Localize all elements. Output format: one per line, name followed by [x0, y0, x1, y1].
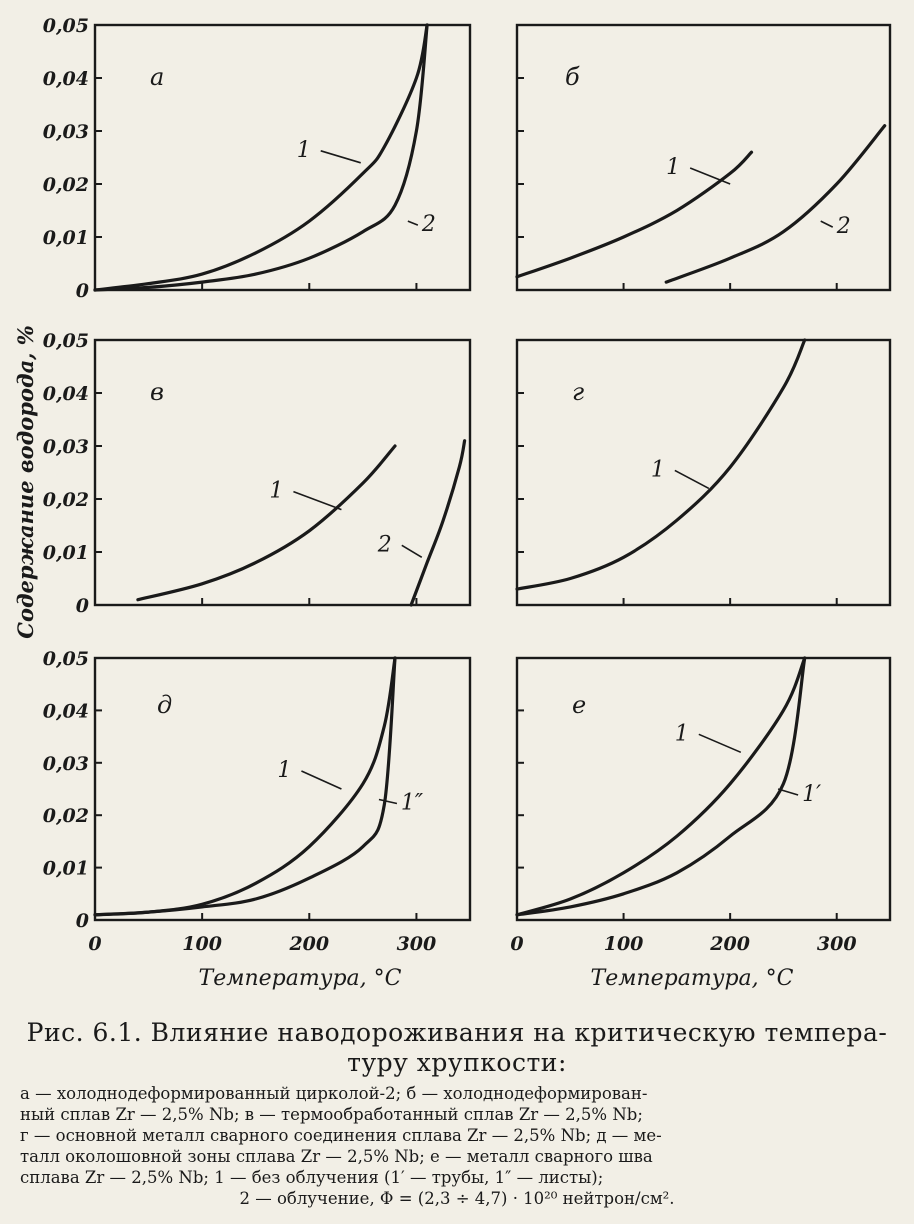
x-tick-label: 100	[603, 933, 644, 955]
series-line	[95, 658, 395, 915]
panel-letter: а	[150, 63, 165, 91]
series-leader-line	[293, 492, 341, 510]
caption-body-line: г — основной металл сварного соединения сплава Zr — 2,5% Nb; д — ме-	[20, 1126, 662, 1145]
series-label: 1	[296, 137, 311, 163]
series-label: 2	[377, 532, 392, 558]
caption-body-line: а — холоднодеформированный цирколой-2; б — холоднодеформирован-	[20, 1084, 648, 1103]
series-label: 1	[666, 155, 681, 180]
series-label: 1	[269, 478, 284, 504]
series-leader-line	[301, 771, 341, 789]
series-line	[666, 126, 885, 282]
series-label: 1″	[400, 790, 424, 816]
caption-title-line-2: туру хрупкости:	[347, 1048, 567, 1077]
panel-letter: д	[157, 691, 173, 719]
x-tick-label: 200	[710, 933, 750, 955]
panel-letter: е	[572, 691, 587, 719]
series-label: 1	[277, 758, 292, 783]
x-tick-label: 0	[510, 933, 524, 955]
figure-caption-title	[20, 1018, 894, 1078]
caption-body-line: сплава Zr — 2,5% Nb; 1 — без облучения (1′ — трубы, 1″ — листы);	[20, 1168, 604, 1187]
chart-panel	[517, 25, 890, 290]
caption-title-line-1: Рис. 6.1. Влияние наводороживания на критическую темпера-	[26, 1018, 888, 1047]
chart-panel	[43, 330, 470, 617]
series-leader-line	[321, 151, 361, 163]
series-label: 2	[836, 214, 851, 240]
series-label: 1′	[802, 782, 822, 807]
y-tick-label: 0,02	[42, 489, 89, 511]
series-leader-line	[675, 470, 709, 488]
series-line	[517, 152, 752, 277]
series-leader-line	[699, 734, 741, 752]
x-tick-label: 0	[88, 933, 102, 955]
y-tick-label: 0,05	[42, 648, 89, 670]
y-tick-label: 0	[75, 280, 89, 302]
panel-letter: г	[572, 378, 585, 406]
y-tick-label: 0	[75, 595, 89, 617]
panel-letter: в	[150, 378, 164, 406]
panel-letter: б	[565, 63, 580, 91]
x-tick-label: 300	[396, 933, 437, 955]
y-axis-title: Содержание водорода, %	[13, 325, 38, 639]
chart-panel	[517, 340, 890, 605]
series-leader-line	[402, 545, 422, 557]
y-tick-label: 0,03	[42, 121, 89, 143]
x-tick-label: 300	[816, 933, 857, 955]
caption-body-line: ный сплав Zr — 2,5% Nb; в — термообработанный сплав Zr — 2,5% Nb;	[20, 1105, 643, 1124]
chart-panel	[510, 658, 890, 955]
caption-body-line: 2 — облучение, Φ = (2,3 ÷ 4,7) · 10²⁰ нейтрон/см².	[239, 1189, 675, 1208]
panels-group	[43, 15, 890, 955]
series-label: 1	[650, 457, 665, 483]
series-line	[411, 441, 465, 605]
y-tick-label: 0,04	[42, 700, 89, 723]
caption-body-line: талл околошовной зоны сплава Zr — 2,5% Nb; е — металл сварного шва	[20, 1147, 653, 1166]
y-tick-label: 0,01	[42, 857, 89, 880]
x-axis-title-right: Температура, °C	[590, 966, 794, 991]
y-tick-label: 0,05	[42, 15, 89, 37]
x-axis-title-left: Температура, °C	[198, 966, 402, 991]
y-tick-label: 0,04	[42, 68, 89, 90]
y-tick-label: 0,02	[42, 174, 89, 196]
y-tick-label: 0,01	[42, 227, 89, 249]
y-tick-label: 0,03	[42, 752, 89, 775]
series-line	[95, 658, 395, 915]
series-line	[517, 658, 805, 915]
y-tick-label: 0,01	[42, 542, 89, 564]
series-label: 1	[674, 721, 689, 747]
x-tick-label: 100	[182, 933, 222, 955]
y-tick-label: 0,04	[42, 383, 89, 405]
series-leader-line	[821, 221, 833, 227]
series-line	[517, 658, 805, 915]
y-tick-label: 0,05	[42, 330, 89, 352]
series-line	[138, 446, 395, 600]
figure-caption-body	[20, 1083, 894, 1209]
series-line	[95, 25, 427, 290]
panel-frame	[95, 658, 470, 920]
chart-panel	[43, 15, 470, 302]
series-leader-line	[379, 799, 397, 803]
y-tick-label: 0,03	[42, 436, 89, 458]
y-tick-label: 0,02	[42, 805, 89, 828]
series-leader-line	[408, 221, 418, 225]
series-label: 2	[421, 212, 436, 238]
x-tick-label: 200	[289, 933, 330, 955]
chart-panel	[43, 648, 470, 955]
y-tick-label: 0	[75, 910, 89, 932]
